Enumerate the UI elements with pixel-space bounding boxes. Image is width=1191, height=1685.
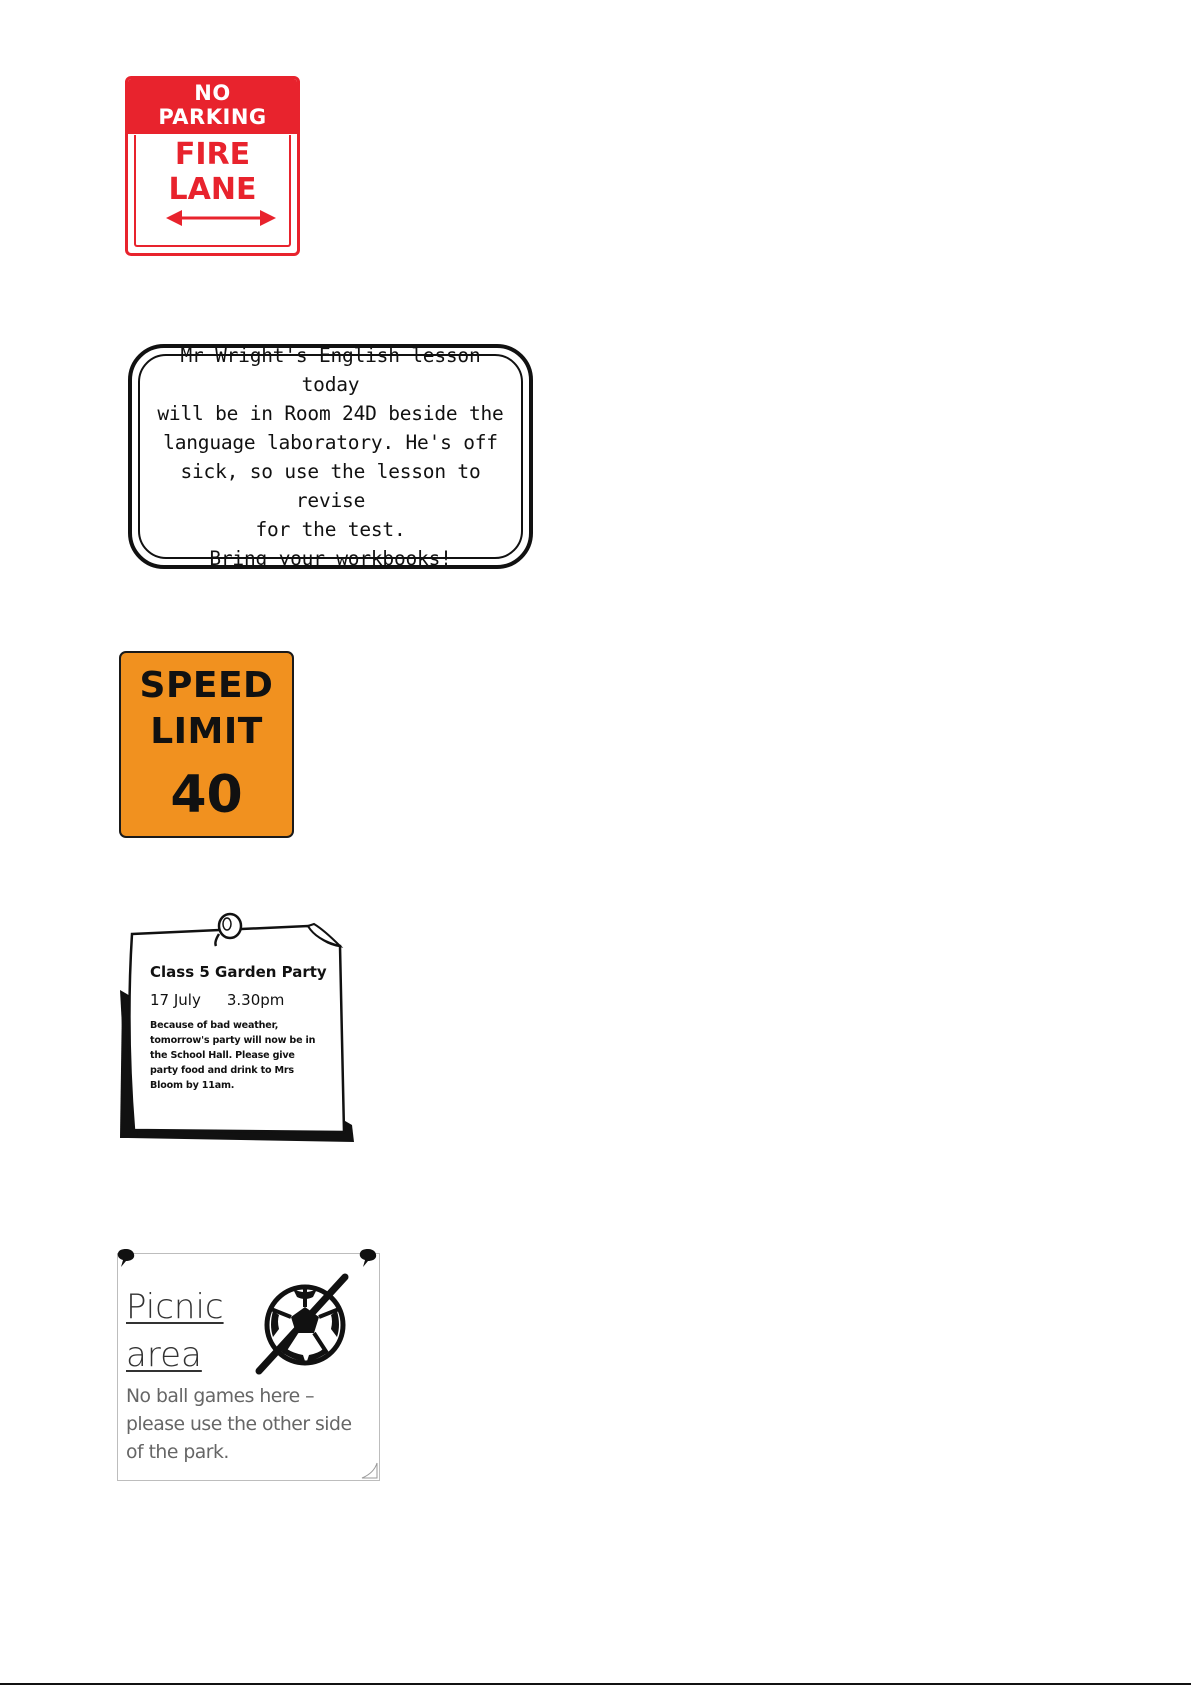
- fire-sign-body-line2: LANE: [168, 172, 257, 207]
- fire-sign-body-line1: FIRE: [174, 137, 251, 172]
- speed-limit-line1: SPEED: [139, 665, 274, 706]
- english-lesson-text: Mr Wright's English lesson today will be in Room 24D beside the language laboratory. He's off sick, so use the lesson to revise for the test. Bring your workbooks!: [157, 343, 504, 570]
- page-curl-icon: [360, 1461, 378, 1479]
- garden-party-notice: [118, 910, 358, 1145]
- english-lesson-notice: [128, 344, 533, 569]
- double-arrow-icon: [166, 209, 276, 227]
- no-ball-games-icon: [253, 1271, 353, 1375]
- pushpin-icon: [210, 910, 250, 950]
- speed-limit-line2: LIMIT: [150, 711, 263, 752]
- garden-party-time: 3.30pm: [226, 991, 285, 1009]
- pin-left-icon: [115, 1247, 137, 1269]
- no-parking-fire-lane-sign: [125, 76, 300, 256]
- fire-sign-header-line1: NO: [194, 81, 231, 105]
- garden-party-date-row: [150, 990, 335, 1010]
- fire-sign-inner-frame: [134, 135, 291, 247]
- picnic-area-body: No ball games here – please use the other side of the park.: [126, 1386, 352, 1463]
- garden-party-date: 17 July: [150, 991, 201, 1009]
- picnic-title-line2: area: [126, 1335, 202, 1375]
- picnic-title-line1: Picnic: [126, 1287, 224, 1327]
- pin-right-icon: [357, 1247, 379, 1269]
- garden-party-title: Class 5 Garden Party: [150, 963, 327, 981]
- fire-sign-body: [136, 137, 289, 207]
- speed-limit-sign: [119, 651, 294, 838]
- fire-sign-header-line2: PARKING: [158, 105, 267, 129]
- speed-limit-value: 40: [170, 765, 243, 825]
- fire-sign-header: [128, 79, 297, 134]
- garden-party-body: Because of bad weather, tomorrow's party will now be in the School Hall. Please give party food and drink to Mrs Bloom by 11am.: [150, 1020, 316, 1091]
- picnic-area-title: [126, 1283, 224, 1379]
- english-lesson-inner-frame: [138, 343, 523, 570]
- picnic-area-notice: [117, 1253, 382, 1483]
- garden-party-content: [150, 962, 335, 1093]
